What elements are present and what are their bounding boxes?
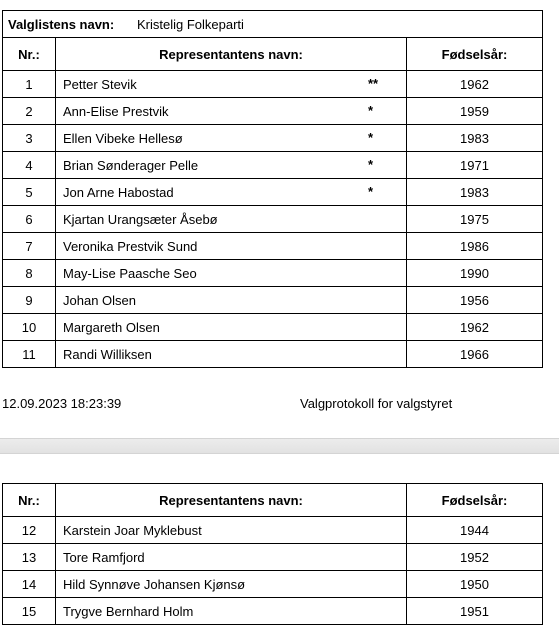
representative-name-cell xyxy=(56,206,407,233)
list-name-box xyxy=(2,10,543,37)
representative-name: Kjartan Urangsæter Åsebø xyxy=(63,211,218,227)
birth-year: 1990 xyxy=(407,260,543,287)
birth-year: 1959 xyxy=(407,98,543,125)
candidates-table-page-2 xyxy=(2,483,543,625)
representative-name: Jon Arne Habostad xyxy=(63,184,174,200)
representative-name-cell xyxy=(56,233,407,260)
representative-name: Ellen Vibeke Hellesø xyxy=(63,130,183,146)
row-number: 10 xyxy=(3,314,56,341)
birth-year: 1966 xyxy=(407,341,543,368)
table-row xyxy=(3,314,543,341)
representative-name: May-Lise Paasche Seo xyxy=(63,265,197,281)
mark-asterisk: * xyxy=(368,184,374,199)
table-row xyxy=(3,571,543,598)
row-number: 1 xyxy=(3,71,56,98)
representative-name-cell xyxy=(56,571,407,598)
header-name: Representantens navn: xyxy=(56,38,407,71)
representative-name: Ann-Elise Prestvik xyxy=(63,103,169,119)
birth-year: 1962 xyxy=(407,314,543,341)
birth-year: 1971 xyxy=(407,152,543,179)
representative-name: Karstein Joar Myklebust xyxy=(63,522,202,538)
representative-name-cell xyxy=(56,287,407,314)
representative-name: Brian Sønderager Pelle xyxy=(63,157,199,173)
row-number: 9 xyxy=(3,287,56,314)
birth-year: 1952 xyxy=(407,544,543,571)
page-separator xyxy=(0,438,559,454)
representative-name-cell xyxy=(56,598,407,625)
table-row xyxy=(3,341,543,368)
birth-year: 1986 xyxy=(407,233,543,260)
row-number: 12 xyxy=(3,517,56,544)
table-row xyxy=(3,287,543,314)
birth-year: 1951 xyxy=(407,598,543,625)
footer-title: Valgprotokoll for valgstyret xyxy=(300,396,453,411)
row-number: 15 xyxy=(3,598,56,625)
mark-asterisk: * xyxy=(368,157,374,172)
list-name-label: Valglistens navn: xyxy=(8,17,115,32)
representative-name-cell xyxy=(56,152,407,179)
representative-name: Randi Williksen xyxy=(63,346,152,362)
representative-name: Hild Synnøve Johansen Kjønsø xyxy=(63,576,246,592)
header-nr: Nr.: xyxy=(3,38,56,71)
row-number: 13 xyxy=(3,544,56,571)
birth-year: 1975 xyxy=(407,206,543,233)
representative-name: Veronika Prestvik Sund xyxy=(63,238,198,254)
table-row xyxy=(3,125,543,152)
table-row xyxy=(3,598,543,625)
row-number: 2 xyxy=(3,98,56,125)
row-number: 4 xyxy=(3,152,56,179)
representative-name-cell xyxy=(56,125,407,152)
birth-year: 1962 xyxy=(407,71,543,98)
birth-year: 1944 xyxy=(407,517,543,544)
table-row xyxy=(3,179,543,206)
row-number: 14 xyxy=(3,571,56,598)
representative-name-cell xyxy=(56,179,407,206)
header-name: Representantens navn: xyxy=(56,484,407,517)
table-row xyxy=(3,260,543,287)
representative-name: Petter Stevik xyxy=(63,76,137,92)
representative-name: Trygve Bernhard Holm xyxy=(63,603,194,619)
representative-name-cell xyxy=(56,314,407,341)
representative-name-cell xyxy=(56,260,407,287)
birth-year: 1950 xyxy=(407,571,543,598)
row-number: 3 xyxy=(3,125,56,152)
row-number: 7 xyxy=(3,233,56,260)
document-page-2 xyxy=(0,454,559,624)
representative-name-cell xyxy=(56,341,407,368)
table-row xyxy=(3,544,543,571)
table-header-row xyxy=(3,484,543,517)
candidates-table-page-1 xyxy=(2,37,543,368)
row-number: 11 xyxy=(3,341,56,368)
birth-year: 1983 xyxy=(407,179,543,206)
representative-name: Margareth Olsen xyxy=(63,319,160,335)
mark-asterisk: * xyxy=(368,130,374,145)
representative-name: Tore Ramfjord xyxy=(63,549,145,565)
representative-name-cell xyxy=(56,517,407,544)
birth-year: 1983 xyxy=(407,125,543,152)
table-row xyxy=(3,233,543,260)
header-year: Fødselsår: xyxy=(407,38,543,71)
row-number: 6 xyxy=(3,206,56,233)
representative-name: Johan Olsen xyxy=(63,292,136,308)
footer-timestamp: 12.09.2023 18:23:39 xyxy=(2,396,122,411)
representative-name-cell xyxy=(56,98,407,125)
table-row xyxy=(3,152,543,179)
row-number: 5 xyxy=(3,179,56,206)
table-row xyxy=(3,206,543,233)
birth-year: 1956 xyxy=(407,287,543,314)
table-row xyxy=(3,517,543,544)
row-number: 8 xyxy=(3,260,56,287)
header-year: Fødselsår: xyxy=(407,484,543,517)
representative-name-cell xyxy=(56,71,407,98)
mark-asterisk: ** xyxy=(368,76,379,91)
representative-name-cell xyxy=(56,544,407,571)
mark-asterisk: * xyxy=(368,103,374,118)
list-name-value: Kristelig Folkeparti xyxy=(137,17,244,32)
header-nr: Nr.: xyxy=(3,484,56,517)
table-header-row xyxy=(3,38,543,71)
table-row xyxy=(3,71,543,98)
table-row xyxy=(3,98,543,125)
